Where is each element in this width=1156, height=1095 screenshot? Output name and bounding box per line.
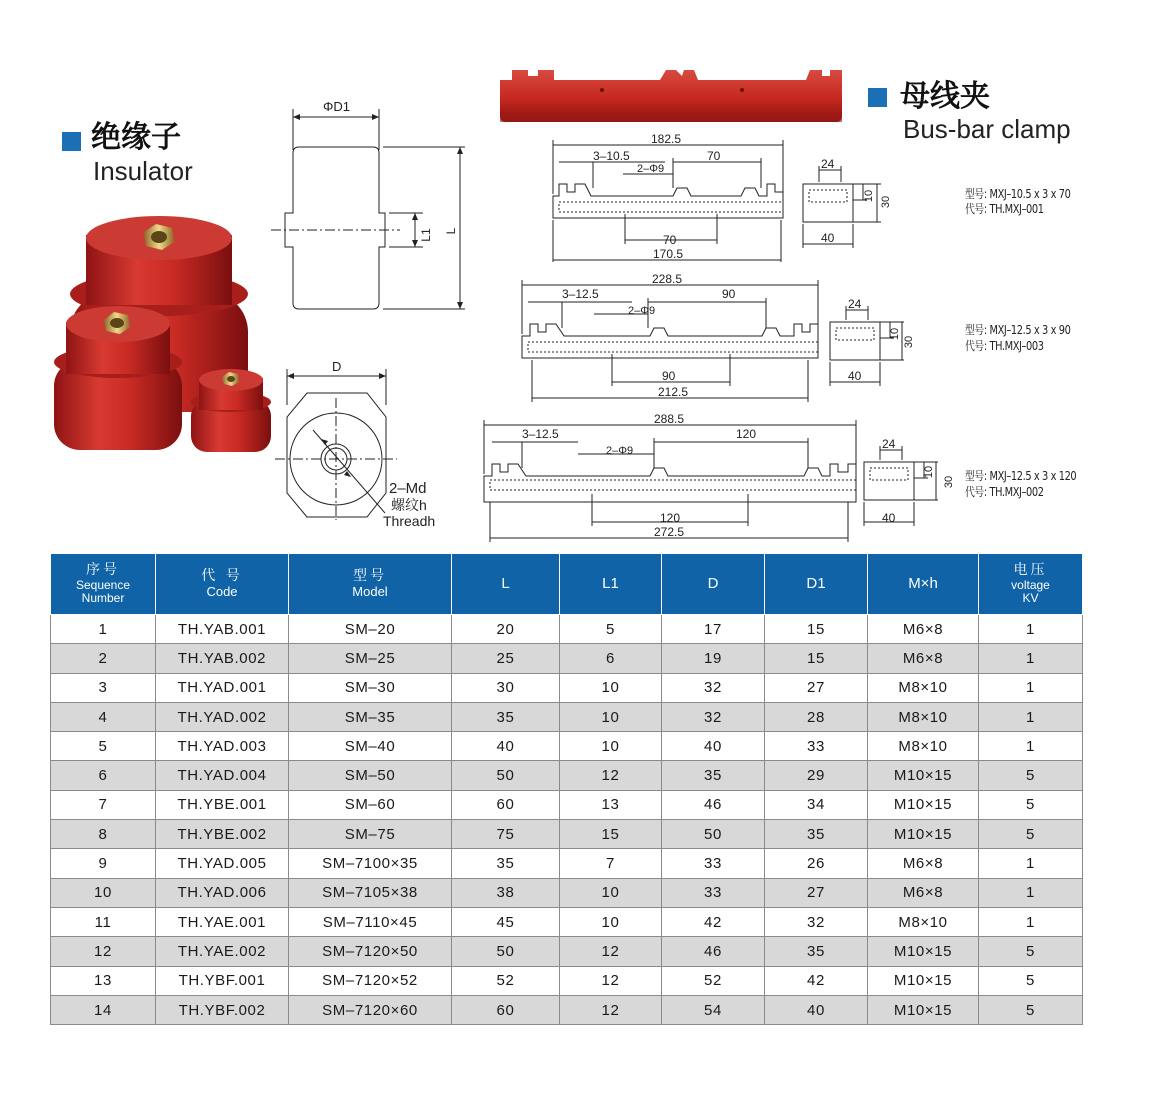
cell-d1: 26 — [765, 849, 868, 878]
table-row — [51, 878, 1083, 907]
insulator-title-en: Insulator — [93, 156, 193, 186]
header-d1: D1 — [765, 554, 868, 615]
cell-code: TH.YAD.004 — [156, 761, 289, 790]
cell-mh: M10×15 — [868, 790, 979, 819]
header-code — [156, 554, 289, 615]
insulator-title-bullet — [62, 132, 81, 151]
cell-code: TH.YBF.001 — [156, 966, 289, 995]
cell-code: TH.YBE.001 — [156, 790, 289, 819]
cell-model: SM–7120×60 — [289, 995, 452, 1024]
insulator-title-cn: 绝缘子 — [91, 120, 181, 155]
clamp-2-slot: 3–12.5 — [562, 287, 599, 301]
cell-l: 52 — [452, 966, 560, 995]
cell-seq: 12 — [51, 937, 156, 966]
dim-phi-d1: ΦD1 — [323, 99, 350, 114]
cell-voltage: 1 — [979, 673, 1083, 702]
clamp-1-side-h1: 10 — [863, 189, 875, 203]
cell-seq: 1 — [51, 615, 156, 644]
cell-l1: 10 — [560, 732, 662, 761]
cell-code: TH.YBE.002 — [156, 820, 289, 849]
cell-seq: 8 — [51, 820, 156, 849]
clamp-2-pitch-top: 90 — [722, 287, 736, 301]
spec-table — [50, 553, 1083, 1025]
cell-l: 50 — [452, 937, 560, 966]
cell-d: 42 — [662, 907, 765, 936]
dim-l1: L1 — [419, 228, 433, 242]
cell-mh: M8×10 — [868, 732, 979, 761]
header-seq-en1: Sequence — [75, 577, 131, 592]
clamp-2-base: 212.5 — [658, 385, 689, 399]
table-row — [51, 849, 1083, 878]
cell-d1: 27 — [765, 878, 868, 907]
clamp-2-total: 228.5 — [652, 272, 683, 286]
cell-voltage: 1 — [979, 878, 1083, 907]
header-voltage-en1: voltage — [1011, 577, 1050, 592]
clamp-3-side-w: 24 — [882, 437, 896, 451]
dim-l: L — [444, 227, 458, 235]
cell-d1: 28 — [765, 702, 868, 731]
insulator-product-photo — [48, 210, 278, 470]
cell-seq: 4 — [51, 702, 156, 731]
cell-mh: M8×10 — [868, 907, 979, 936]
cell-seq: 5 — [51, 732, 156, 761]
cell-d1: 42 — [765, 966, 868, 995]
cell-seq: 14 — [51, 995, 156, 1024]
cell-model: SM–50 — [289, 761, 452, 790]
clamp-drawing-2 — [512, 272, 915, 402]
cell-d: 40 — [662, 732, 765, 761]
clamp-3-side-h2: 30 — [943, 475, 955, 489]
cell-l1: 13 — [560, 790, 662, 819]
cell-model: SM–60 — [289, 790, 452, 819]
cell-mh: M6×8 — [868, 644, 979, 673]
thread-label-3: Threadh — [383, 513, 436, 529]
cell-l1: 12 — [560, 966, 662, 995]
cell-d: 35 — [662, 761, 765, 790]
cell-d1: 29 — [765, 761, 868, 790]
cell-mh: M8×10 — [868, 673, 979, 702]
cell-model: SM–7105×38 — [289, 878, 452, 907]
header-model-en: Model — [352, 583, 388, 599]
cell-d1: 40 — [765, 995, 868, 1024]
cell-l: 25 — [452, 644, 560, 673]
cell-d1: 15 — [765, 615, 868, 644]
clamp-1-pitch-top: 70 — [707, 149, 721, 163]
table-row — [51, 966, 1083, 995]
cell-l1: 5 — [560, 615, 662, 644]
cell-d: 46 — [662, 937, 765, 966]
table-row — [51, 790, 1083, 819]
table-row — [51, 820, 1083, 849]
cell-l: 60 — [452, 995, 560, 1024]
cell-mh: M10×15 — [868, 761, 979, 790]
clamp-1-pitch-bottom: 70 — [663, 233, 677, 247]
clamp-drawing-3 — [478, 412, 963, 544]
clamp-3-pitch-bottom: 120 — [660, 511, 681, 525]
cell-model: SM–7110×45 — [289, 907, 452, 936]
thread-label-1: 2–Md — [389, 480, 427, 497]
cell-voltage: 5 — [979, 995, 1083, 1024]
clamp-1-code: 代号: TH.MXJ–001 — [965, 202, 1044, 216]
clamp-3-pitch-top: 120 — [736, 427, 757, 441]
cell-l: 45 — [452, 907, 560, 936]
clamp-2-side-base: 40 — [848, 369, 862, 383]
table-row — [51, 732, 1083, 761]
header-code-en: Code — [206, 583, 238, 599]
cell-mh: M8×10 — [868, 702, 979, 731]
clamp-2-model: 型号: MXJ–12.5 x 3 x 90 — [965, 323, 1071, 337]
cell-l1: 12 — [560, 761, 662, 790]
cell-l: 35 — [452, 702, 560, 731]
cell-code: TH.YAE.002 — [156, 937, 289, 966]
thread-label-2: 螺纹h — [391, 497, 427, 513]
cell-model: SM–75 — [289, 820, 452, 849]
cell-l: 60 — [452, 790, 560, 819]
cell-d: 33 — [662, 878, 765, 907]
cell-voltage: 1 — [979, 849, 1083, 878]
cell-seq: 7 — [51, 790, 156, 819]
cell-voltage: 1 — [979, 907, 1083, 936]
cell-d: 46 — [662, 790, 765, 819]
dim-d: D — [332, 359, 342, 374]
cell-mh: M6×8 — [868, 849, 979, 878]
cell-voltage: 1 — [979, 732, 1083, 761]
cell-l: 30 — [452, 673, 560, 702]
cell-model: SM–25 — [289, 644, 452, 673]
cell-model: SM–20 — [289, 615, 452, 644]
cell-d1: 15 — [765, 644, 868, 673]
table-row — [51, 761, 1083, 790]
cell-voltage: 1 — [979, 615, 1083, 644]
cell-l1: 12 — [560, 995, 662, 1024]
cell-model: SM–30 — [289, 673, 452, 702]
busbar-title-en: Bus-bar clamp — [903, 114, 1071, 144]
cell-d: 54 — [662, 995, 765, 1024]
cell-d: 52 — [662, 966, 765, 995]
cell-seq: 10 — [51, 878, 156, 907]
table-row — [51, 995, 1083, 1024]
cell-l1: 10 — [560, 907, 662, 936]
clamp-3-side-base: 40 — [882, 511, 896, 525]
cell-code: TH.YAD.003 — [156, 732, 289, 761]
table-row — [51, 937, 1083, 966]
clamp-1-hole: 2–Φ9 — [637, 163, 665, 175]
cell-seq: 9 — [51, 849, 156, 878]
clamp-3-base: 272.5 — [654, 525, 685, 539]
busbar-product-photo — [498, 66, 848, 124]
cell-model: SM–7120×52 — [289, 966, 452, 995]
cell-l1: 12 — [560, 937, 662, 966]
cell-l1: 15 — [560, 820, 662, 849]
cell-l: 20 — [452, 615, 560, 644]
table-header-row — [51, 554, 1083, 615]
header-seq-cn: 序号 — [86, 562, 120, 579]
clamp-1-side-base: 40 — [821, 231, 835, 245]
cell-voltage: 5 — [979, 820, 1083, 849]
cell-d1: 34 — [765, 790, 868, 819]
cell-seq: 11 — [51, 907, 156, 936]
cell-mh: M10×15 — [868, 820, 979, 849]
clamp-1-base: 170.5 — [653, 247, 684, 261]
header-l: L — [452, 554, 560, 615]
cell-l1: 10 — [560, 673, 662, 702]
table-row — [51, 907, 1083, 936]
cell-l1: 10 — [560, 702, 662, 731]
cell-l1: 10 — [560, 878, 662, 907]
cell-seq: 3 — [51, 673, 156, 702]
header-seq — [51, 554, 156, 615]
clamp-3-model: 型号: MXJ–12.5 x 3 x 120 — [965, 469, 1077, 483]
cell-mh: M6×8 — [868, 878, 979, 907]
clamp-1-side-h2: 30 — [880, 195, 892, 209]
cell-mh: M6×8 — [868, 615, 979, 644]
cell-seq: 6 — [51, 761, 156, 790]
header-mh: M×h — [868, 554, 979, 615]
cell-mh: M10×15 — [868, 995, 979, 1024]
cell-code: TH.YAD.002 — [156, 702, 289, 731]
clamp-drawing-1 — [545, 132, 890, 262]
cell-l: 75 — [452, 820, 560, 849]
cell-code: TH.YBF.002 — [156, 995, 289, 1024]
cell-d1: 35 — [765, 937, 868, 966]
cell-d: 19 — [662, 644, 765, 673]
clamp-1-slot: 3–10.5 — [593, 149, 630, 163]
clamp-3-total: 288.5 — [654, 412, 685, 426]
cell-l1: 7 — [560, 849, 662, 878]
table-row — [51, 644, 1083, 673]
clamp-2-side-w: 24 — [848, 297, 862, 311]
cell-model: SM–35 — [289, 702, 452, 731]
insulator-drawing — [265, 95, 465, 535]
cell-d1: 33 — [765, 732, 868, 761]
cell-l1: 6 — [560, 644, 662, 673]
table-row — [51, 615, 1083, 644]
header-l1: L1 — [560, 554, 662, 615]
clamp-2-side-h1: 10 — [889, 327, 901, 341]
cell-voltage: 1 — [979, 702, 1083, 731]
cell-voltage: 5 — [979, 761, 1083, 790]
cell-d: 33 — [662, 849, 765, 878]
header-d: D — [662, 554, 765, 615]
table-row — [51, 673, 1083, 702]
cell-code: TH.YAE.001 — [156, 907, 289, 936]
cell-seq: 2 — [51, 644, 156, 673]
header-voltage — [979, 554, 1083, 615]
cell-d1: 27 — [765, 673, 868, 702]
cell-d: 32 — [662, 702, 765, 731]
busbar-title-bullet — [868, 88, 887, 107]
cell-l: 40 — [452, 732, 560, 761]
clamp-1-side-w: 24 — [821, 157, 835, 171]
cell-voltage: 5 — [979, 966, 1083, 995]
clamp-1-model: 型号: MXJ–10.5 x 3 x 70 — [965, 187, 1071, 201]
cell-d: 50 — [662, 820, 765, 849]
clamp-3-slot: 3–12.5 — [522, 427, 559, 441]
table-body — [51, 615, 1083, 1025]
cell-l: 35 — [452, 849, 560, 878]
clamp-1-total: 182.5 — [651, 132, 682, 146]
cell-code: TH.YAB.001 — [156, 615, 289, 644]
header-model — [289, 554, 452, 615]
clamp-3-hole: 2–Φ9 — [606, 445, 634, 457]
cell-voltage: 5 — [979, 790, 1083, 819]
cell-d1: 32 — [765, 907, 868, 936]
header-seq-en2: Number — [81, 590, 125, 605]
cell-l: 38 — [452, 878, 560, 907]
cell-voltage: 5 — [979, 937, 1083, 966]
cell-l: 50 — [452, 761, 560, 790]
clamp-2-pitch-bottom: 90 — [662, 369, 676, 383]
cell-model: SM–7100×35 — [289, 849, 452, 878]
cell-code: TH.YAD.006 — [156, 878, 289, 907]
cell-code: TH.YAD.005 — [156, 849, 289, 878]
table-row — [51, 702, 1083, 731]
clamp-2-code: 代号: TH.MXJ–003 — [965, 339, 1044, 353]
busbar-title-cn: 母线夹 — [900, 79, 990, 114]
cell-code: TH.YAB.002 — [156, 644, 289, 673]
clamp-3-side-h1: 10 — [923, 465, 935, 479]
cell-d1: 35 — [765, 820, 868, 849]
header-model-cn: 型号 — [353, 568, 387, 585]
cell-mh: M10×15 — [868, 966, 979, 995]
header-voltage-cn: 电压 — [1013, 562, 1048, 579]
header-voltage-en2: KV — [1022, 590, 1039, 605]
clamp-3-code: 代号: TH.MXJ–002 — [965, 485, 1044, 499]
clamp-2-side-h2: 30 — [903, 335, 915, 349]
cell-mh: M10×15 — [868, 937, 979, 966]
cell-seq: 13 — [51, 966, 156, 995]
cell-voltage: 1 — [979, 644, 1083, 673]
cell-model: SM–40 — [289, 732, 452, 761]
cell-model: SM–7120×50 — [289, 937, 452, 966]
cell-d: 32 — [662, 673, 765, 702]
clamp-2-hole: 2–Φ9 — [628, 305, 656, 317]
cell-d: 17 — [662, 615, 765, 644]
cell-code: TH.YAD.001 — [156, 673, 289, 702]
header-code-cn: 代 号 — [201, 568, 243, 585]
